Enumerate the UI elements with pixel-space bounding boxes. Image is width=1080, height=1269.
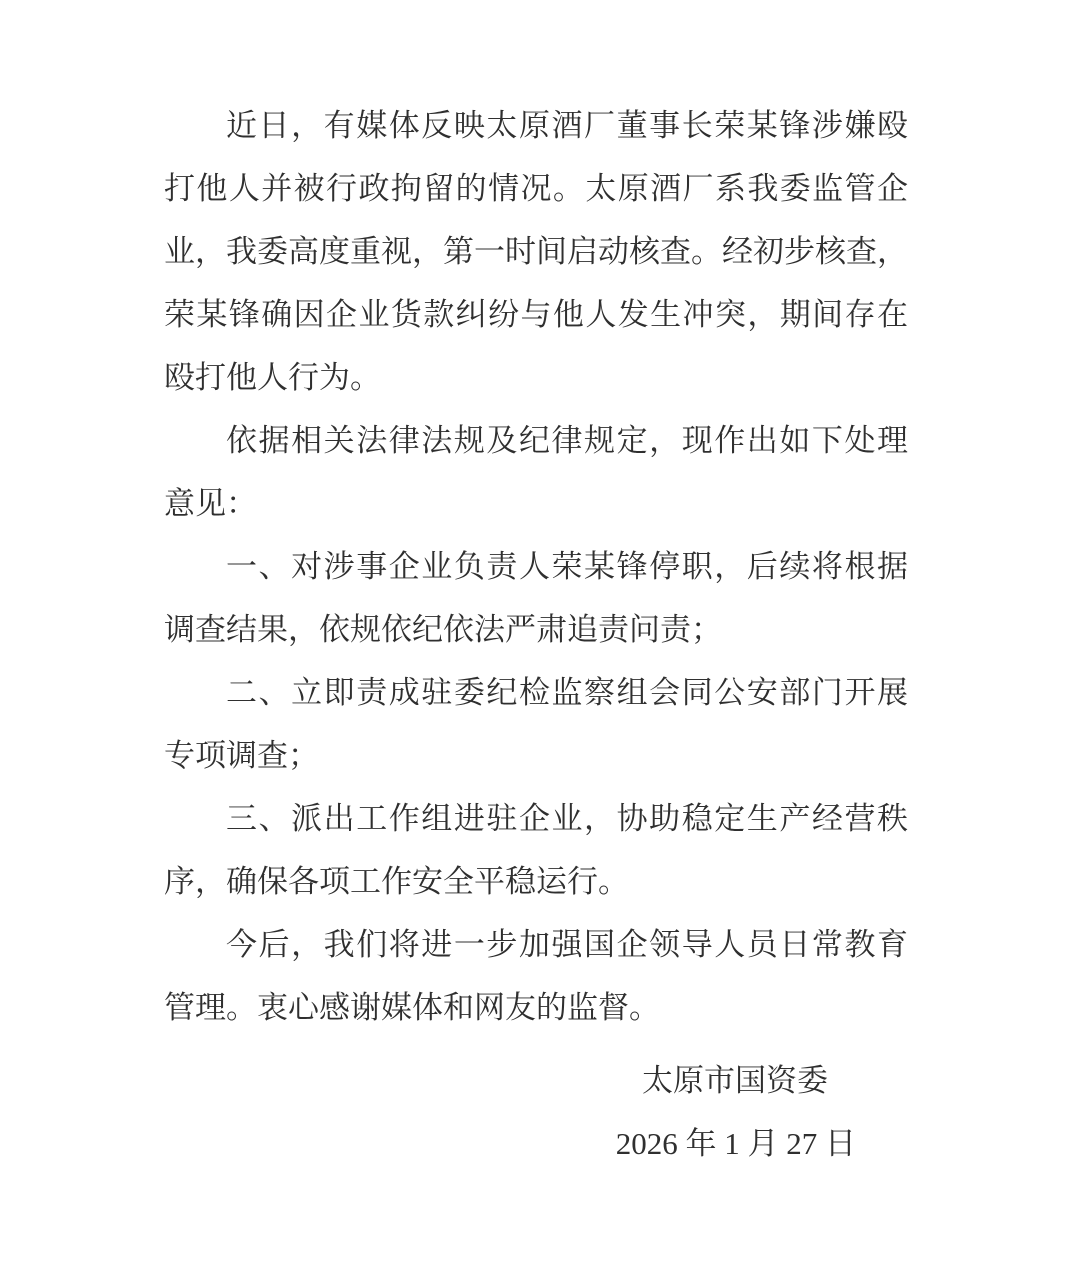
text-line: 今后，我们将进一步加强国企领导人员日常教育 [226, 927, 908, 962]
text-line: 荣某锋确因企业货款纠纷与他人发生冲突，期间存在 [164, 297, 908, 332]
paragraph [164, 535, 908, 661]
text-line: 专项调查； [164, 738, 319, 773]
text-line: 一、对涉事企业负责人荣某锋停职，后续将根据 [226, 549, 908, 584]
text-line: 依据相关法律法规及纪律规定，现作出如下处理 [226, 423, 908, 458]
paragraph [164, 661, 908, 787]
paragraph [164, 913, 908, 1039]
text-line: 管理。衷心感谢媒体和网友的监督。 [164, 990, 660, 1025]
text-line: 二、立即责成驻委纪检监察组会同公安部门开展 [226, 675, 908, 710]
text-line: 打他人并被行政拘留的情况。太原酒厂系我委监管企 [164, 171, 908, 206]
paragraph [164, 409, 908, 535]
text-line: 近日，有媒体反映太原酒厂董事长荣某锋涉嫌殴 [226, 108, 908, 143]
text-line: 殴打他人行为。 [164, 360, 381, 395]
text-line: 业，我委高度重视，第一时间启动核查。经初步核查， [164, 234, 908, 269]
signature: 太原市国资委 [642, 1063, 828, 1098]
text-line: 三、派出工作组进驻企业，协助稳定生产经营秩 [226, 801, 908, 836]
signature-block [164, 1049, 908, 1175]
text-line: 意见： [164, 486, 257, 521]
text-line: 调查结果，依规依纪依法严肃追责问责； [164, 612, 722, 647]
document-body [164, 0, 908, 1175]
text-line: 序，确保各项工作安全平稳运行。 [164, 864, 629, 899]
paragraph [164, 787, 908, 913]
date: 2026 年 1 月 27 日 [615, 1126, 856, 1161]
paragraph [164, 94, 908, 409]
